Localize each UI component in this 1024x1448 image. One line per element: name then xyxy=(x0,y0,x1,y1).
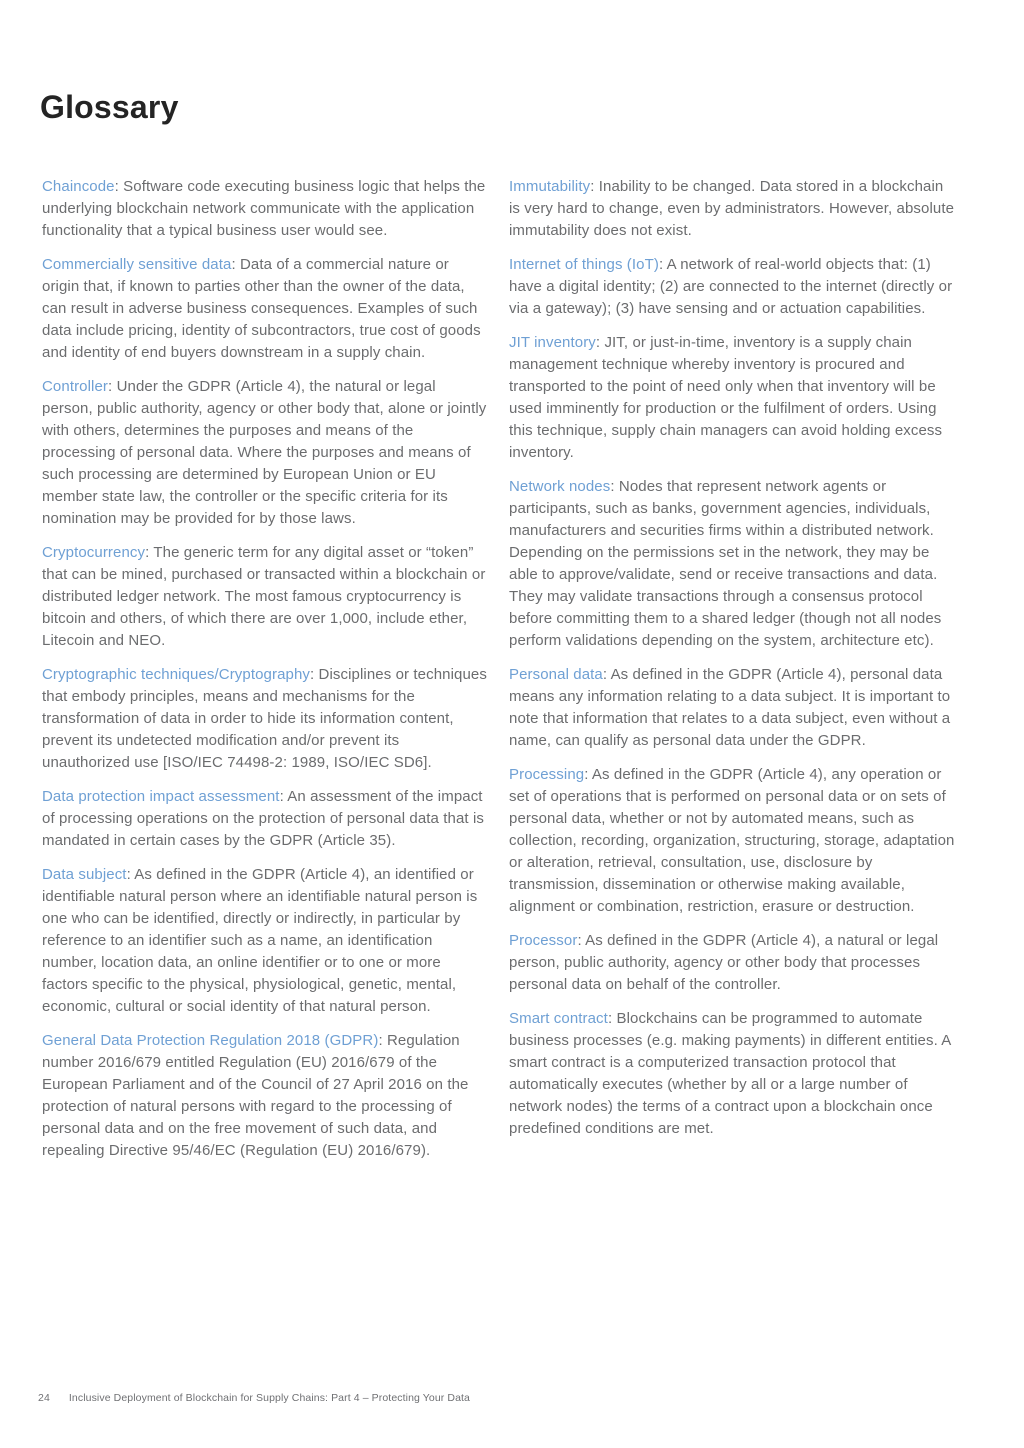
glossary-definition: : Blockchains can be programmed to automate business processes (e.g. making payments) in different entities. A smart contract is a computerized transaction protocol that automatically executes (whether by all or a large number of network nodes) the terms of a contract upon a blockchain once predefined conditions are met. xyxy=(509,1010,951,1137)
glossary-term: Personal data xyxy=(509,666,603,683)
glossary-entry xyxy=(509,930,956,996)
glossary-term: Smart contract xyxy=(509,1010,608,1027)
glossary-term: Controller xyxy=(42,378,109,395)
glossary-entry xyxy=(42,376,489,530)
glossary-term: Immutability xyxy=(509,178,591,195)
glossary-definition: : Software code executing business logic that helps the underlying blockchain network communicate with the application functionality that a typical business user would see. xyxy=(42,178,486,239)
glossary-term: Chaincode xyxy=(42,178,115,195)
glossary-definition: : The generic term for any digital asset or “token” that can be mined, purchased or transacted within a blockchain or distributed ledger network. The most famous cryptocurrency is bitcoin and others, of which there are over 1,000, include ether, Litecoin and NEO. xyxy=(42,544,486,649)
glossary-entry xyxy=(509,476,956,652)
glossary-entry xyxy=(42,664,489,774)
glossary-entry xyxy=(509,764,956,918)
glossary-entry xyxy=(42,542,489,652)
page-title: Glossary xyxy=(40,89,179,126)
glossary-column-left xyxy=(42,176,489,1174)
glossary-term: Data protection impact assessment xyxy=(42,788,280,805)
page-number: 24 xyxy=(38,1392,50,1404)
glossary-definition: : Under the GDPR (Article 4), the natural or legal person, public authority, agency or other body that, alone or jointly with others, determines the purposes and means of the processing of personal data. Where the purposes and means of such processing are determined by European Union or EU member state law, the controller or the specific criteria for its nomination may be provided for by those laws. xyxy=(42,378,487,527)
glossary-term: Cryptocurrency xyxy=(42,544,146,561)
glossary-definition: : Data of a commercial nature or origin that, if known to parties other than the owner of the data, can result in adverse business consequences. Examples of such data include pricing, identity of subcontractors, true cost of goods and identity of end buyers downstream in a supply chain. xyxy=(42,256,481,361)
footer-doc-title: Inclusive Deployment of Blockchain for Supply Chains: Part 4 – Protecting Your Data xyxy=(68,1392,470,1404)
glossary-definition: : Regulation number 2016/679 entitled Regulation (EU) 2016/679 of the European Parliament and of the Council of 27 April 2016 on the protection of natural persons with regard to the processing of personal data and on the free movement of such data, and repealing Directive 95/46/EC (Regulation (EU) 2016/679). xyxy=(42,1032,469,1159)
glossary-term: Network nodes xyxy=(509,478,611,495)
glossary-definition: : Inability to be changed. Data stored in a blockchain is very hard to change, even by administrators. However, absolute immutability does not exist. xyxy=(509,178,955,239)
glossary-term: General Data Protection Regulation 2018 (GDPR) xyxy=(42,1032,379,1049)
glossary-definition: : A network of real-world objects that: (1) have a digital identity; (2) are connected to the internet (directly or via a gateway); (3) have sensing and or actuation capabilities. xyxy=(509,256,953,317)
glossary-entry xyxy=(42,864,489,1018)
glossary-columns xyxy=(42,176,956,1174)
glossary-entry xyxy=(509,1008,956,1140)
glossary-entry xyxy=(509,176,956,242)
glossary-term: JIT inventory xyxy=(509,334,596,351)
glossary-definition: : As defined in the GDPR (Article 4), any operation or set of operations that is performed on personal data or on sets of personal data, whether or not by automated means, such as collection, recording, organization, structuring, storage, adaptation or alteration, retrieval, consultation, use, disclosure by transmission, dissemination or otherwise making available, alignment or combination, restriction, erasure or destruction. xyxy=(509,766,955,915)
glossary-entry xyxy=(42,176,489,242)
glossary-definition: : As defined in the GDPR (Article 4), a natural or legal person, public authority, agency or other body that processes personal data on behalf of the controller. xyxy=(509,932,939,993)
glossary-term: Commercially sensitive data xyxy=(42,256,232,273)
glossary-term: Processor xyxy=(509,932,578,949)
glossary-definition: : Disciplines or techniques that embody principles, means and mechanisms for the transformation of data in order to hide its information content, prevent its undetected modification and/or prevent its unauthorized use [ISO/IEC 74498-2: 1989, ISO/IEC SD6]. xyxy=(42,666,487,771)
glossary-term: Processing xyxy=(509,766,585,783)
glossary-entry xyxy=(509,332,956,464)
glossary-entry xyxy=(509,664,956,752)
glossary-entry xyxy=(42,254,489,364)
glossary-entry xyxy=(42,786,489,852)
glossary-entry xyxy=(42,1030,489,1162)
glossary-term: Cryptographic techniques/Cryptography xyxy=(42,666,311,683)
glossary-term: Data subject xyxy=(42,866,127,883)
glossary-definition: : As defined in the GDPR (Article 4), an identified or identifiable natural person where an identifiable natural person is one who can be identified, directly or indirectly, in particular by reference to an identifier such as a name, an identification number, location data, an online identifier or to one or more factors specific to the physical, physiological, genetic, mental, economic, cultural or social identity of that natural person. xyxy=(42,866,478,1015)
page-footer xyxy=(38,1392,470,1405)
glossary-definition: : As defined in the GDPR (Article 4), personal data means any information relating to a data subject. It is important to note that information that relates to a data subject, even without a name, can qualify as personal data under the GDPR. xyxy=(509,666,951,749)
glossary-definition: : Nodes that represent network agents or participants, such as banks, government agencies, individuals, manufacturers and securities firms within a distributed network. Depending on the permissions set in the network, they may be able to approve/validate, send or receive transactions and data. They may validate transactions through a consensus protocol before committing them to a shared ledger (though not all nodes perform validations depending on the system, architecture etc). xyxy=(509,478,942,649)
glossary-entry xyxy=(509,254,956,320)
glossary-column-right xyxy=(509,176,956,1174)
glossary-term: Internet of things (IoT) xyxy=(509,256,659,273)
glossary-definition: : An assessment of the impact of processing operations on the protection of personal data that is mandated in certain cases by the GDPR (Article 35). xyxy=(42,788,484,849)
glossary-definition: : JIT, or just-in-time, inventory is a supply chain management technique whereby inventory is procured and transported to the point of need only when that inventory will be used imminently for production or the fulfilment of orders. Using this technique, supply chain managers can avoid holding excess inventory. xyxy=(509,334,943,461)
